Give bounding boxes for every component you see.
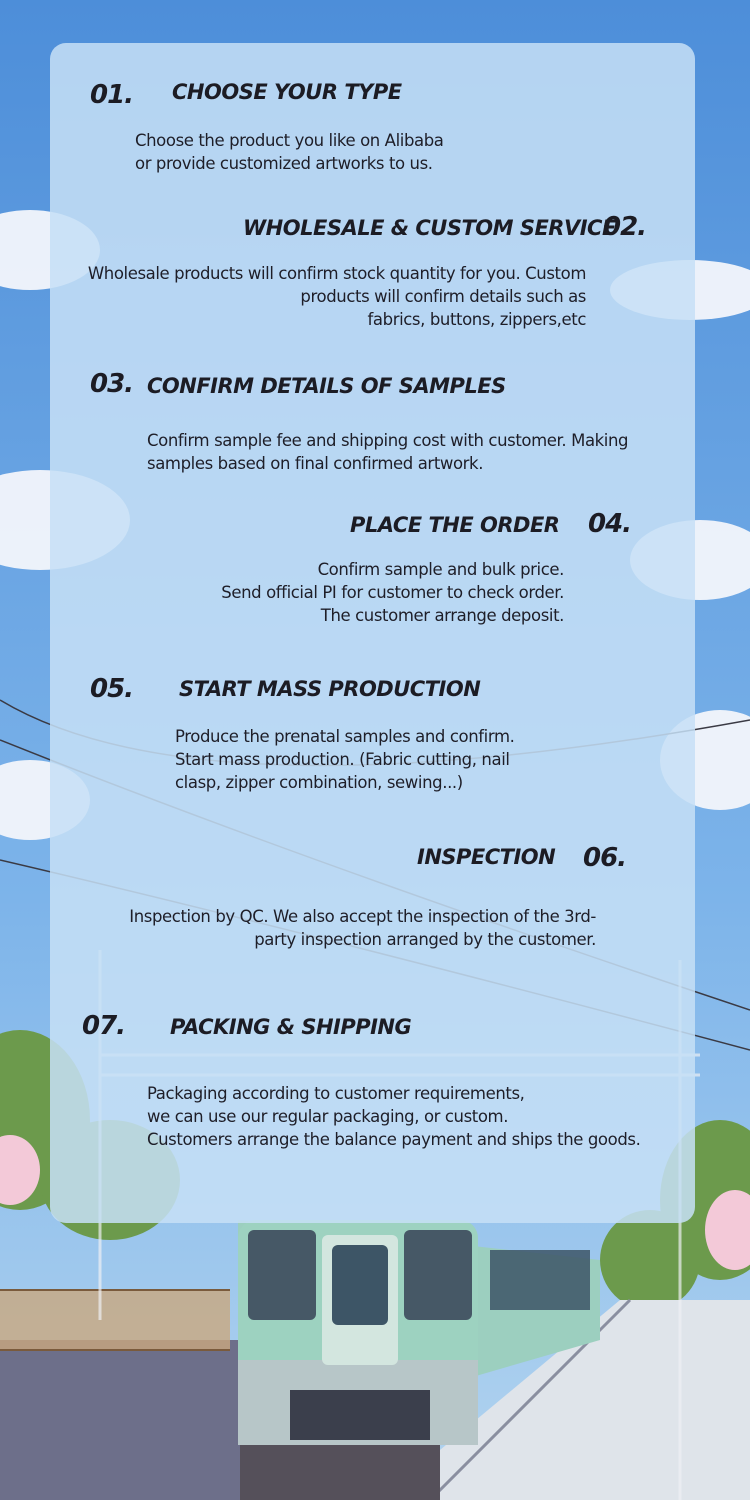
- description-line: samples based on final confirmed artwork.: [147, 454, 484, 473]
- description-line: fabrics, buttons, zippers,etc: [367, 310, 586, 329]
- description-line: Start mass production. (Fabric cutting, nail: [175, 750, 510, 769]
- step-title: START MASS PRODUCTION: [179, 677, 481, 701]
- description-line: products will confirm details such as: [300, 287, 586, 306]
- step-description: [88, 262, 586, 331]
- description-line: we can use our regular packaging, or custom.: [147, 1107, 509, 1126]
- step-number: 03.: [90, 369, 134, 399]
- step-description: [147, 1082, 640, 1151]
- step-description: [221, 558, 564, 627]
- description-line: Choose the product you like on Alibaba: [135, 131, 444, 150]
- description-line: Customers arrange the balance payment and ships the goods.: [147, 1130, 641, 1149]
- step-number: 06.: [583, 843, 627, 873]
- step-title: PLACE THE ORDER: [350, 513, 560, 537]
- step-number: 01.: [90, 80, 134, 110]
- step-number: 02.: [603, 212, 647, 242]
- step-title: INSPECTION: [417, 845, 556, 869]
- description-line: Inspection by QC. We also accept the inspection of the 3rd-: [129, 907, 596, 926]
- step-description: [135, 129, 444, 175]
- description-line: Confirm sample fee and shipping cost with customer. Making: [147, 431, 629, 450]
- description-line: or provide customized artworks to us.: [135, 154, 433, 173]
- step-description: [175, 725, 514, 794]
- platform-left: [0, 1340, 240, 1500]
- step-title: CONFIRM DETAILS OF SAMPLES: [147, 374, 506, 398]
- description-line: Produce the prenatal samples and confirm.: [175, 727, 515, 746]
- description-line: Send official PI for customer to check order.: [221, 583, 564, 602]
- description-line: Wholesale products will confirm stock quantity for you. Custom: [87, 264, 586, 283]
- description-line: The customer arrange deposit.: [320, 606, 564, 625]
- step-title: WHOLESALE & CUSTOM SERVICE: [243, 216, 616, 240]
- step-number: 07.: [82, 1011, 126, 1041]
- description-line: Packaging according to customer requirements,: [147, 1084, 525, 1103]
- description-line: Confirm sample and bulk price.: [317, 560, 564, 579]
- description-line: party inspection arranged by the customer.: [254, 930, 596, 949]
- step-title: CHOOSE YOUR TYPE: [172, 80, 402, 104]
- step-description: [147, 429, 628, 475]
- description-line: clasp, zipper combination, sewing...): [175, 773, 463, 792]
- step-number: 05.: [90, 674, 134, 704]
- step-description: [129, 905, 596, 951]
- step-title: PACKING & SHIPPING: [170, 1015, 412, 1039]
- step-number: 04.: [588, 509, 632, 539]
